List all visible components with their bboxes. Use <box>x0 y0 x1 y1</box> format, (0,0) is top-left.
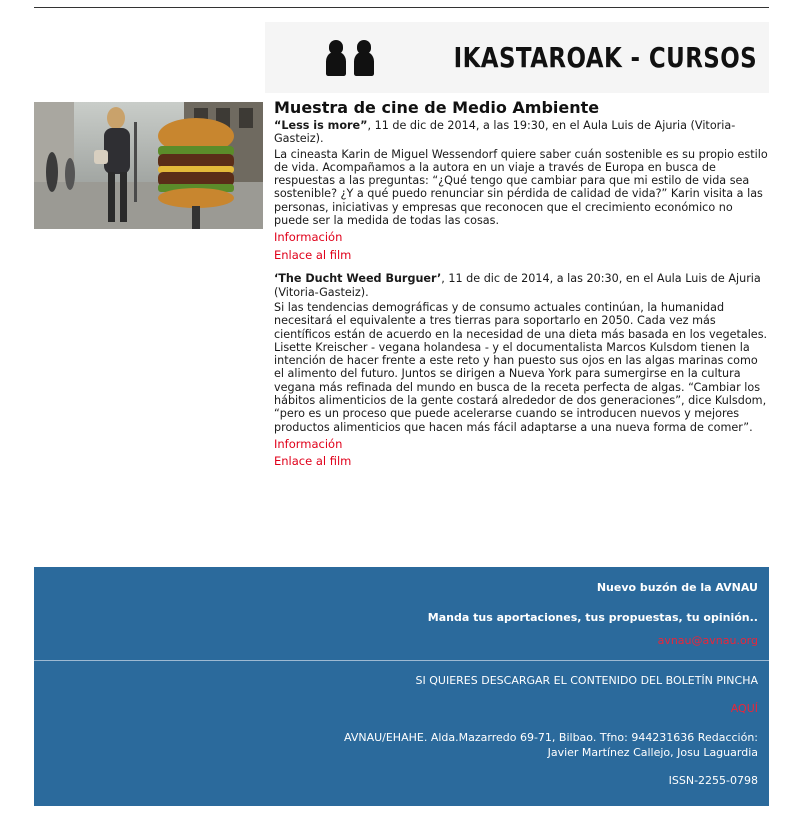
film-2-title: ‘The Ducht Weed Burguer’ <box>274 272 442 286</box>
film-2-meta <box>274 272 768 299</box>
film-1-meta <box>274 119 768 146</box>
address-line-2: Javier Martínez Callejo, Josu Laguardia <box>547 746 758 759</box>
mailbox-text: Manda tus aportaciones, tus propuestas, tu opinión.. <box>427 611 758 624</box>
download-text: SI QUIERES DESCARGAR EL CONTENIDO DEL BOLETÍN PINCHA <box>415 674 758 687</box>
banner-title: IKASTAROAK - CURSOS <box>453 41 757 74</box>
download-link[interactable]: AQUÍ <box>730 702 758 715</box>
film-2-description: Si las tendencias demográficas y de consumo actuales continúan, la humanidad necesitará el equivalente a tres tierras para soportarlo en 2050. Cada vez más científicos están de acuerdo en la necesidad de una dieta más basada en los vegetales. Lisette Kreischer - vegana holandesa - y el documentalista Marcos Kulsdom tienen la intención de hacer frente a este reto y han puesto sus ojos en las algas marinas como el alimento del futuro. Juntos se dirigen a Nueva York para sumergirse en la cultura vegana más refinada del mundo en busca de la receta perfecta de algas. “Cambiar los hábitos alimenticios de la gente costará alrededor de dos generaciones”, dice Kulsdom, “pero es un proceso que puede acelerarse cuando se introducen nuevos y mejores productos alimenticios que hacen más fácil adaptarse a una nueva forma de comer”. <box>274 300 768 434</box>
section-title: Muestra de cine de Medio Ambiente <box>274 98 600 117</box>
top-divider <box>34 7 769 8</box>
main-content <box>274 98 768 471</box>
footer-divider <box>34 660 769 661</box>
film-2-info-link[interactable]: Información <box>274 436 343 451</box>
film-1-title: “Less is more” <box>274 119 368 132</box>
film-2-film-link[interactable]: Enlace al film <box>274 454 352 469</box>
film-image[interactable] <box>34 102 263 229</box>
email-link[interactable]: avnau@avnau.org <box>657 634 758 647</box>
film-1-details: , 11 de dic de 2014, a las 19:30, en el Aula Luis de Ajuria (Vitoria-Gasteiz). <box>274 119 736 146</box>
courses-banner <box>265 22 769 93</box>
issn: ISSN-2255-0798 <box>668 774 758 787</box>
footer <box>34 567 769 806</box>
film-1-description: La cineasta Karin de Miguel Wessendorf quiere saber cuán sostenible es su propio estilo de vida. Acompañamos a la autora en un viaje a través de Europa en busca de respuestas a las preguntas: “¿Qué tengo que cambiar para que mi estilo de vida sea sostenible? ¿Y a qué puedo renunciar sin pérdida de calidad de vida?” Karin visita a las personas, iniciativas y empresas que reconocen que el crecimiento económico no puede ser la medida de todas las cosas. <box>274 147 768 228</box>
two-figures-icon <box>325 40 375 76</box>
mailbox-title: Nuevo buzón de la AVNAU <box>596 581 758 594</box>
film-2-details: , 11 de dic de 2014, a las 20:30, en el Aula Luis de Ajuria (Vitoria-Gasteiz). <box>274 272 761 299</box>
address-line-1: AVNAU/EHAHE. Alda.Mazarredo 69-71, Bilbao. Tfno: 944231636 Redacción: <box>344 731 758 744</box>
film-1-film-link[interactable]: Enlace al film <box>274 247 352 262</box>
film-1-info-link[interactable]: Información <box>274 230 343 245</box>
